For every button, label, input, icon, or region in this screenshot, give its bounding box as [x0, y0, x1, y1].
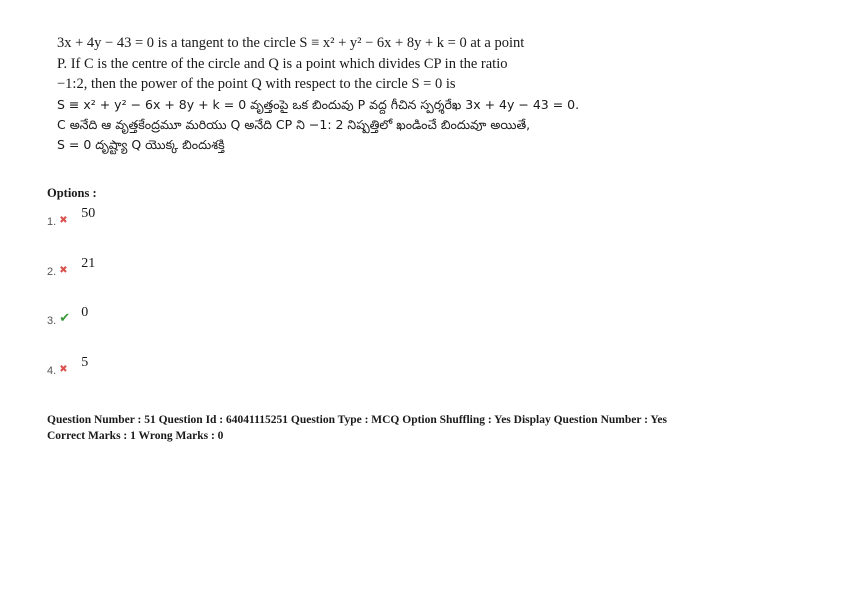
question-telugu-line-3: S = 0 దృష్ట్యా Q యొక్క బిందుశక్తి: [57, 136, 225, 152]
question-metadata-line-2: Correct Marks : 1 Wrong Marks : 0: [47, 430, 224, 442]
option-number: 2.: [47, 266, 57, 278]
question-telugu-line-1: S ≡ x² + y² − 6x + 8y + k = 0 వృత్తంపై ఒక బిందువు P వద్ద గీచిన స్పర్శరేఖ 3x + 4y − 43 = 0.: [57, 96, 580, 112]
question-english-line-1: 3x + 4y − 43 = 0 is a tangent to the circle S ≡ x² + y² − 6x + 8y + k = 0 at a point: [57, 35, 525, 51]
question-metadata: [47, 412, 667, 444]
option-1: [47, 207, 95, 228]
option-value: 50: [81, 206, 96, 221]
option-number: 4.: [47, 365, 57, 377]
option-4: [47, 356, 88, 377]
option-value: 5: [81, 355, 89, 370]
checkmark-icon: ✔: [59, 311, 71, 326]
option-value: 0: [81, 305, 89, 320]
question-english-line-2: P. If C is the centre of the circle and Q is a point which divides CP in the ratio: [57, 55, 508, 72]
option-value: 21: [81, 256, 96, 271]
option-2: [47, 257, 95, 278]
question-metadata-line-1: Question Number : 51 Question Id : 64041115251 Question Type : MCQ Option Shuffling : Yes Display Question Number : Yes: [47, 414, 668, 426]
cross-icon: ✖: [59, 265, 68, 276]
question-telugu-line-2: C అనేది ఆ వృత్తకేంద్రమూ మరియు Q అనేది CP ని −1: 2 నిష్పత్తిలో ఖండించే బిందువూ అయితే,: [57, 116, 531, 132]
question-text: [57, 33, 617, 155]
cross-icon: ✖: [59, 215, 68, 226]
cross-icon: ✖: [59, 364, 68, 375]
options-heading: Options :: [47, 186, 97, 200]
option-3: [47, 306, 88, 327]
option-number: 1.: [47, 216, 57, 228]
question-english-line-3: −1:2, then the power of the point Q with respect to the circle S = 0 is: [57, 76, 456, 92]
option-number: 3.: [47, 315, 57, 327]
